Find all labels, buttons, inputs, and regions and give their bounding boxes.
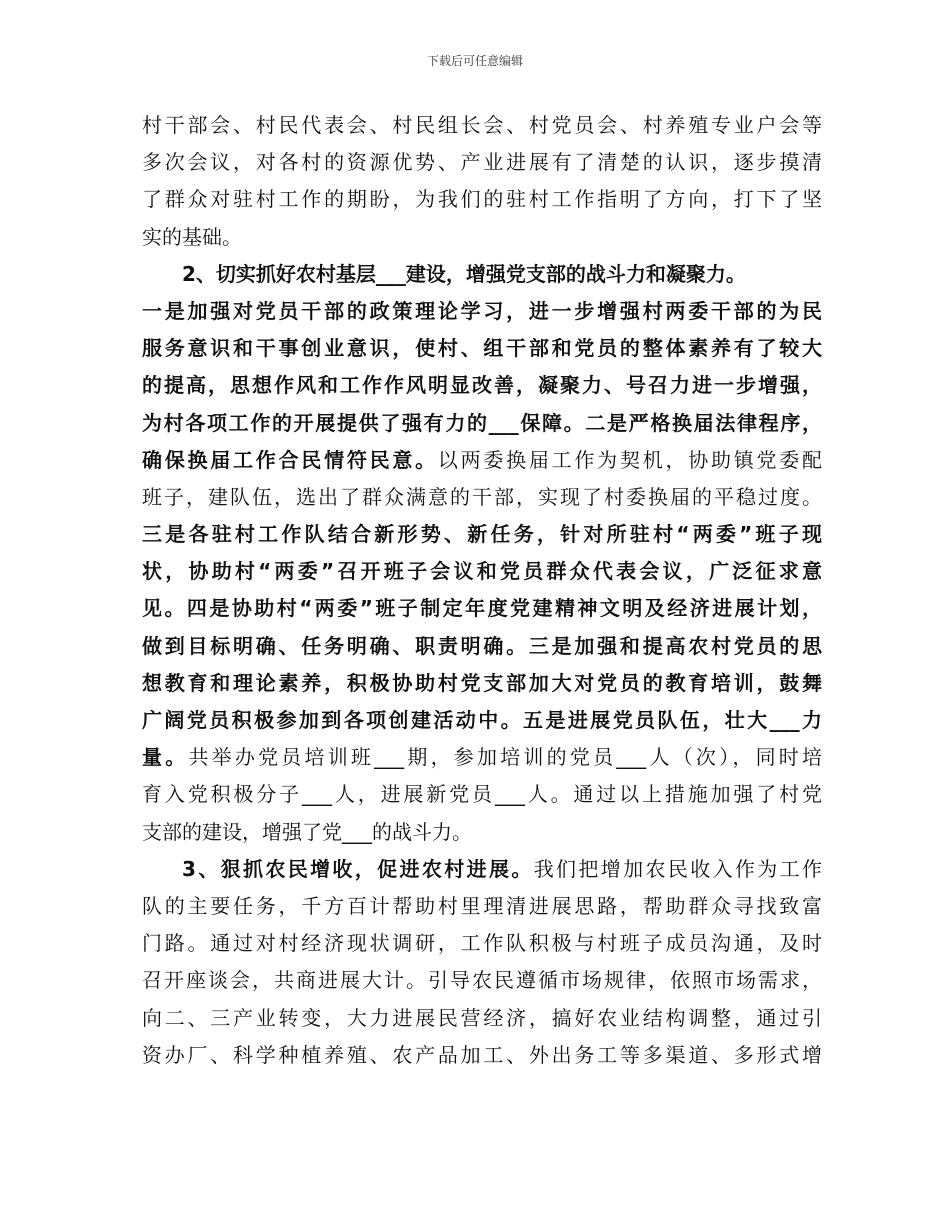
text-line: 队的主要任务，千方百计帮助村里理清进展思路，帮助群众寻找致富	[142, 893, 822, 918]
text-line: 支部的建设，增强了党___的战斗力。	[142, 819, 472, 844]
section-heading-2: 2、切实抓好农村基层___建设，增强党支部的战斗力和凝聚力。	[182, 261, 746, 286]
text-line: 育入党积极分子___人，进展新党员___人。通过以上措施加强了村党	[142, 782, 822, 807]
page-header: 下载后可任意编辑	[426, 54, 523, 68]
text-line: 的提高，思想作风和工作作风明显改善，凝聚力、号召力进一步增强，	[142, 373, 822, 398]
text-line: 实的基础。	[142, 224, 242, 249]
text-line: 广阔党员积极参加到各项创建活动中。五是进展党员队伍，壮大___力	[142, 708, 822, 732]
text-line: 村干部会、村民代表会、村民组长会、村党员会、村养殖专业户会等	[142, 113, 822, 137]
text-line: 想教育和理论素养，积极协助村党支部加大对党员的教育培训，鼓舞	[142, 670, 822, 695]
text-line: 确保换届工作合民情符民意。以两委换届工作为契机，协助镇党委配	[142, 447, 822, 472]
text-line: 做到目标明确、任务明确、职责明确。三是加强和提高农村党员的思	[142, 633, 822, 658]
text-line: 召开座谈会，共商进展大计。引导农民遵循市场规律，依照市场需求，	[142, 968, 822, 993]
text-line: 三是各驻村工作队结合新形势、新任务，针对所驻村“两委”班子现	[142, 522, 822, 547]
text-line: 了群众对驻村工作的期盼，为我们的驻村工作指明了方向，打下了坚	[142, 187, 822, 212]
section-heading-3: 3、狠抓农民增收，促进农村进展。我们把增加农民收入作为工作	[182, 856, 822, 881]
text-line: 状，协助村“两委”召开班子会议和党员群众代表会议，广泛征求意	[142, 559, 822, 584]
text-line: 一是加强对党员干部的政策理论学习，进一步增强村两委干部的为民	[142, 298, 822, 323]
text-line: 资办厂、科学种植养殖、农产品加工、外出务工等多渠道、多形式增	[142, 1042, 822, 1067]
text-line: 门路。通过对村经济现状调研，工作队积极与村班子成员沟通，及时	[142, 931, 822, 956]
text-line: 见。四是协助村“两委”班子制定年度党建精神文明及经济进展计划，	[142, 596, 822, 621]
text-line: 向二、三产业转变，大力进展民营经济，搞好农业结构调整，通过引	[142, 1005, 822, 1030]
text-line: 为村各项工作的开展提供了强有力的___保障。二是严格换届法律程序，	[142, 410, 822, 435]
document-body	[142, 107, 822, 1074]
text-line: 多次会议，对各村的资源优势、产业进展有了清楚的认识，逐步摸清	[142, 150, 822, 175]
text-line: 班子，建队伍，选出了群众满意的干部，实现了村委换届的平稳过度。	[142, 484, 822, 509]
text-line: 服务意识和干事创业意识，使村、组干部和党员的整体素养有了较大	[142, 336, 822, 361]
text-line: 量。共举办党员培训班___期，参加培训的党员___人（次），同时培	[142, 745, 822, 770]
